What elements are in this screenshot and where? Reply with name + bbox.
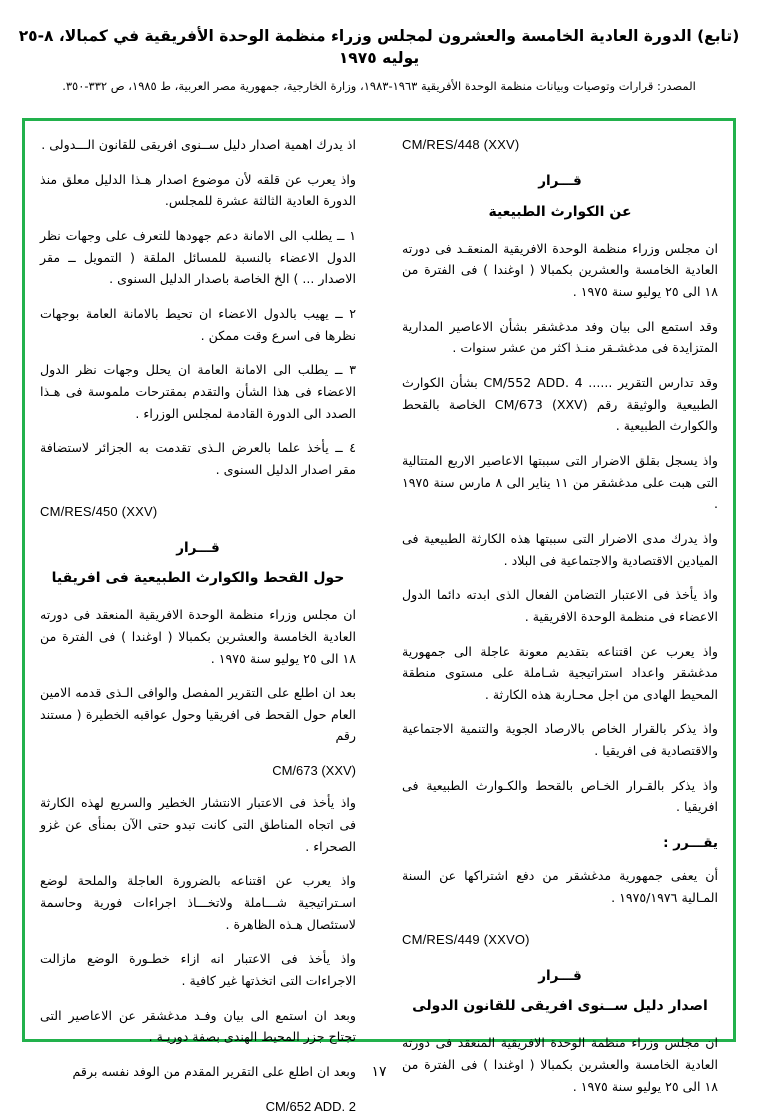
paragraph: ان مجلس وزراء منظمة الوحدة الافريقية المنعقـد فى دورته العادية الخامسة والعشرين بكمبالا ( اوغندا ) فى الفترة من ١٨ الى ٢٥ يوليو سنة ١٩٧٥ . [402, 240, 718, 299]
paragraph: بعد ان اطلع على التقرير المفصل والوافى الـذى قدمه الامين العام حول القحط فى افريقيا وحول عواقبه الخطيرة ( مستند رقم [40, 685, 356, 744]
page-number: ١٧ [371, 1064, 387, 1080]
paragraph-with-document-codes: وقد تدارس التقرير ...... CM/552 ADD. 4 بشأن الكوارث الطبيعية والوثيقة رقم CM/673 (XXV) الخاصة بالقحط والكوارث الطبيعية . [402, 374, 718, 434]
decides-heading: يقـــرر : [663, 835, 718, 852]
resolution-code: CM/RES/449 (XXVO) [402, 931, 530, 947]
column-left [40, 134, 364, 1114]
resolution-code: CM/RES/450 (XXV) [40, 503, 158, 519]
paragraph: وقد استمع الى بيان وفد مدغشقر بشأن الاعاصير المدارية المتزايدة فى مدغشـقر منـذ اكثر من عشر سنوات . [402, 318, 718, 356]
document-page [0, 26, 758, 1114]
column-right [394, 134, 718, 1094]
paragraph: واذ يعرب عن اقتناعه بالضرورة العاجلة والملحة لوضع اسـتراتيجية شـــاملة ولاتخـــاذ اجراءات فورية وحاسمة لاستئصال هـذه الظاهرة . [40, 873, 356, 932]
paragraph: واذ يعرب عن اقتناعه بتقديم معونة عاجلة الى جمهورية مدغشقر واعداد استراتيجية شـاملة على مستوى منطقة المحيط الهادى من اجل محـاربة هذه الكارثة . [402, 643, 718, 702]
paragraph: واذ يأخذ فى الاعتبار التضامن الفعال الذى ابدته دائما الدول الاعضاء فى منظمة الوحدة الافريقية . [402, 587, 718, 624]
document-code: CM/673 (XXV) [272, 763, 356, 779]
numbered-item: ٢ ــ يهيب بالدول الاعضاء ان تحيط بالامانة العامة بوجهات نظرها فى اسرع وقت ممكن . [40, 305, 356, 343]
paragraph: واذ يذكر بالقـرار الخـاص بالقحط والكـوارث الطبيعية فى افريقيا . [402, 777, 718, 815]
numbered-item: ١ ــ يطلب الى الامانة دعم جهودها للتعرف على وجهات نظر الدول الاعضاء بالنسبة للمسائل الملقة ( التمويل ــ مقر الاصدار ... ) الخ الخاصة باصدار الدليل السنوى . [40, 227, 356, 287]
paragraph: وبعد ان اطلع على التقرير المقدم من الوفد نفسه برقم [72, 1064, 356, 1080]
resolution-code: CM/RES/448 (XXV) [402, 137, 520, 152]
resolution-subtitle: عن الكوارث الطبيعية [488, 203, 632, 220]
paragraph: اذ يدرك اهمية اصدار دليل ســنوى افريقى للقانون الـــدولى . [41, 137, 356, 152]
header-source: المصدر: قرارات وتوصيات وبيانات منظمة الوحدة الأفريقية ١٩٦٣-١٩٨٣، وزارة الخارجية، جمهورية مصر العربية، ط ١٩٨٥، ص ٣٣٢-٣٥٠. [62, 79, 696, 94]
paragraph: ان مجلس وزراء منظمة الوحدة الافريقية المنعقد فى دورته العادية الخامسة والعشرين بكمبالا ( اوغندا ) فى الفترة من ١٨ الى ٢٥ يوليو سنة ١٩٧٥ . [402, 1035, 718, 1094]
resolution-subtitle: حول القحط والكوارث الطبيعية فى افريقيا [51, 570, 345, 587]
numbered-item: ٤ ــ يأخذ علما بالعرض الـذى تقدمت به الجزائر لاستضافة مقر اصدار الدليل السنوى . [40, 440, 356, 477]
paragraph: واذ يأخذ فى الاعتبار الانتشار الخطير والسريع لهذه الكارثة فى اتجاه المناطق التى كانت تبدو حتى الآن بمنأى عن غزو الصحراء . [40, 795, 356, 854]
paragraph: واذ يسجل بقلق الاضرار التى سببتها الاعاصير الاربع المتتالية التى هبت على مدغشقر من ١١ يناير الى ٨ مارس سنة ١٩٧٥ . [402, 452, 718, 512]
document-code: CM/652 ADD. 2 [265, 1098, 356, 1114]
document-header [0, 26, 758, 93]
paragraph: أن يعفى جمهورية مدغشقر من دفع اشتراكها عن السنة المـالية ١٩٧٥/١٩٧٦ . [402, 868, 718, 905]
paragraph: وبعد ان استمع الى بيان وفـد مدغشقر عن الاعاصير التى تجتاح جزر المحيط الهندى بصفة دوريـة . [40, 1007, 356, 1045]
resolution-heading: قـــرار [176, 539, 220, 556]
resolution-subtitle: اصدار دليل ســنوى افريقى للقانون الدولى [412, 998, 708, 1015]
paragraph: واذ يأخذ فى الاعتبار انه ازاء خطـورة الوضع مازالت الاجراءات التى اتخذتها غير كافية . [40, 951, 356, 989]
resolution-heading: قـــرار [538, 967, 582, 984]
paragraph: واذ يعرب عن قلقه لأن موضوع اصدار هـذا الدليل معلق منذ الدورة العادية الثالثة عشرة للمجلس. [40, 171, 356, 209]
paragraph: ان مجلس وزراء منظمة الوحدة الافريقية المنعقد فى دورته العادية الخامسة والعشرين بكمبالا ( اوغندا ) فى الفترة من ١٨ الى ٢٥ يوليو سنة ١٩٧٥ . [40, 607, 356, 666]
paragraph: واذ يذكر بالقرار الخاص بالارصاد الجوية والتنمية الاجتماعية والاقتصادية فى افريقيا . [402, 721, 718, 759]
header-title: (تابع) الدورة العادية الخامسة والعشرون لمجلس وزراء منظمة الوحدة الأفريقية في كمبالا، ٨-٢٥ يوليه ١٩٧٥ [18, 27, 740, 67]
paragraph: واذ يدرك مدى الاضرار التى سببتها هذه الكارثة الطبيعية فى الميادين الاقتصادية والاجتماعية فى البلاد . [402, 530, 718, 568]
numbered-item: ٣ ــ يطلب الى الامانة العامة ان يحلل وجهات نظر الدول الاعضاء فى هذا الشأن والتقدم بمقترحات ملموسة فى هـذا الصدد الى الدورة القادمة لمجلس الوزراء . [40, 362, 356, 421]
resolution-heading: قـــرار [538, 173, 582, 190]
